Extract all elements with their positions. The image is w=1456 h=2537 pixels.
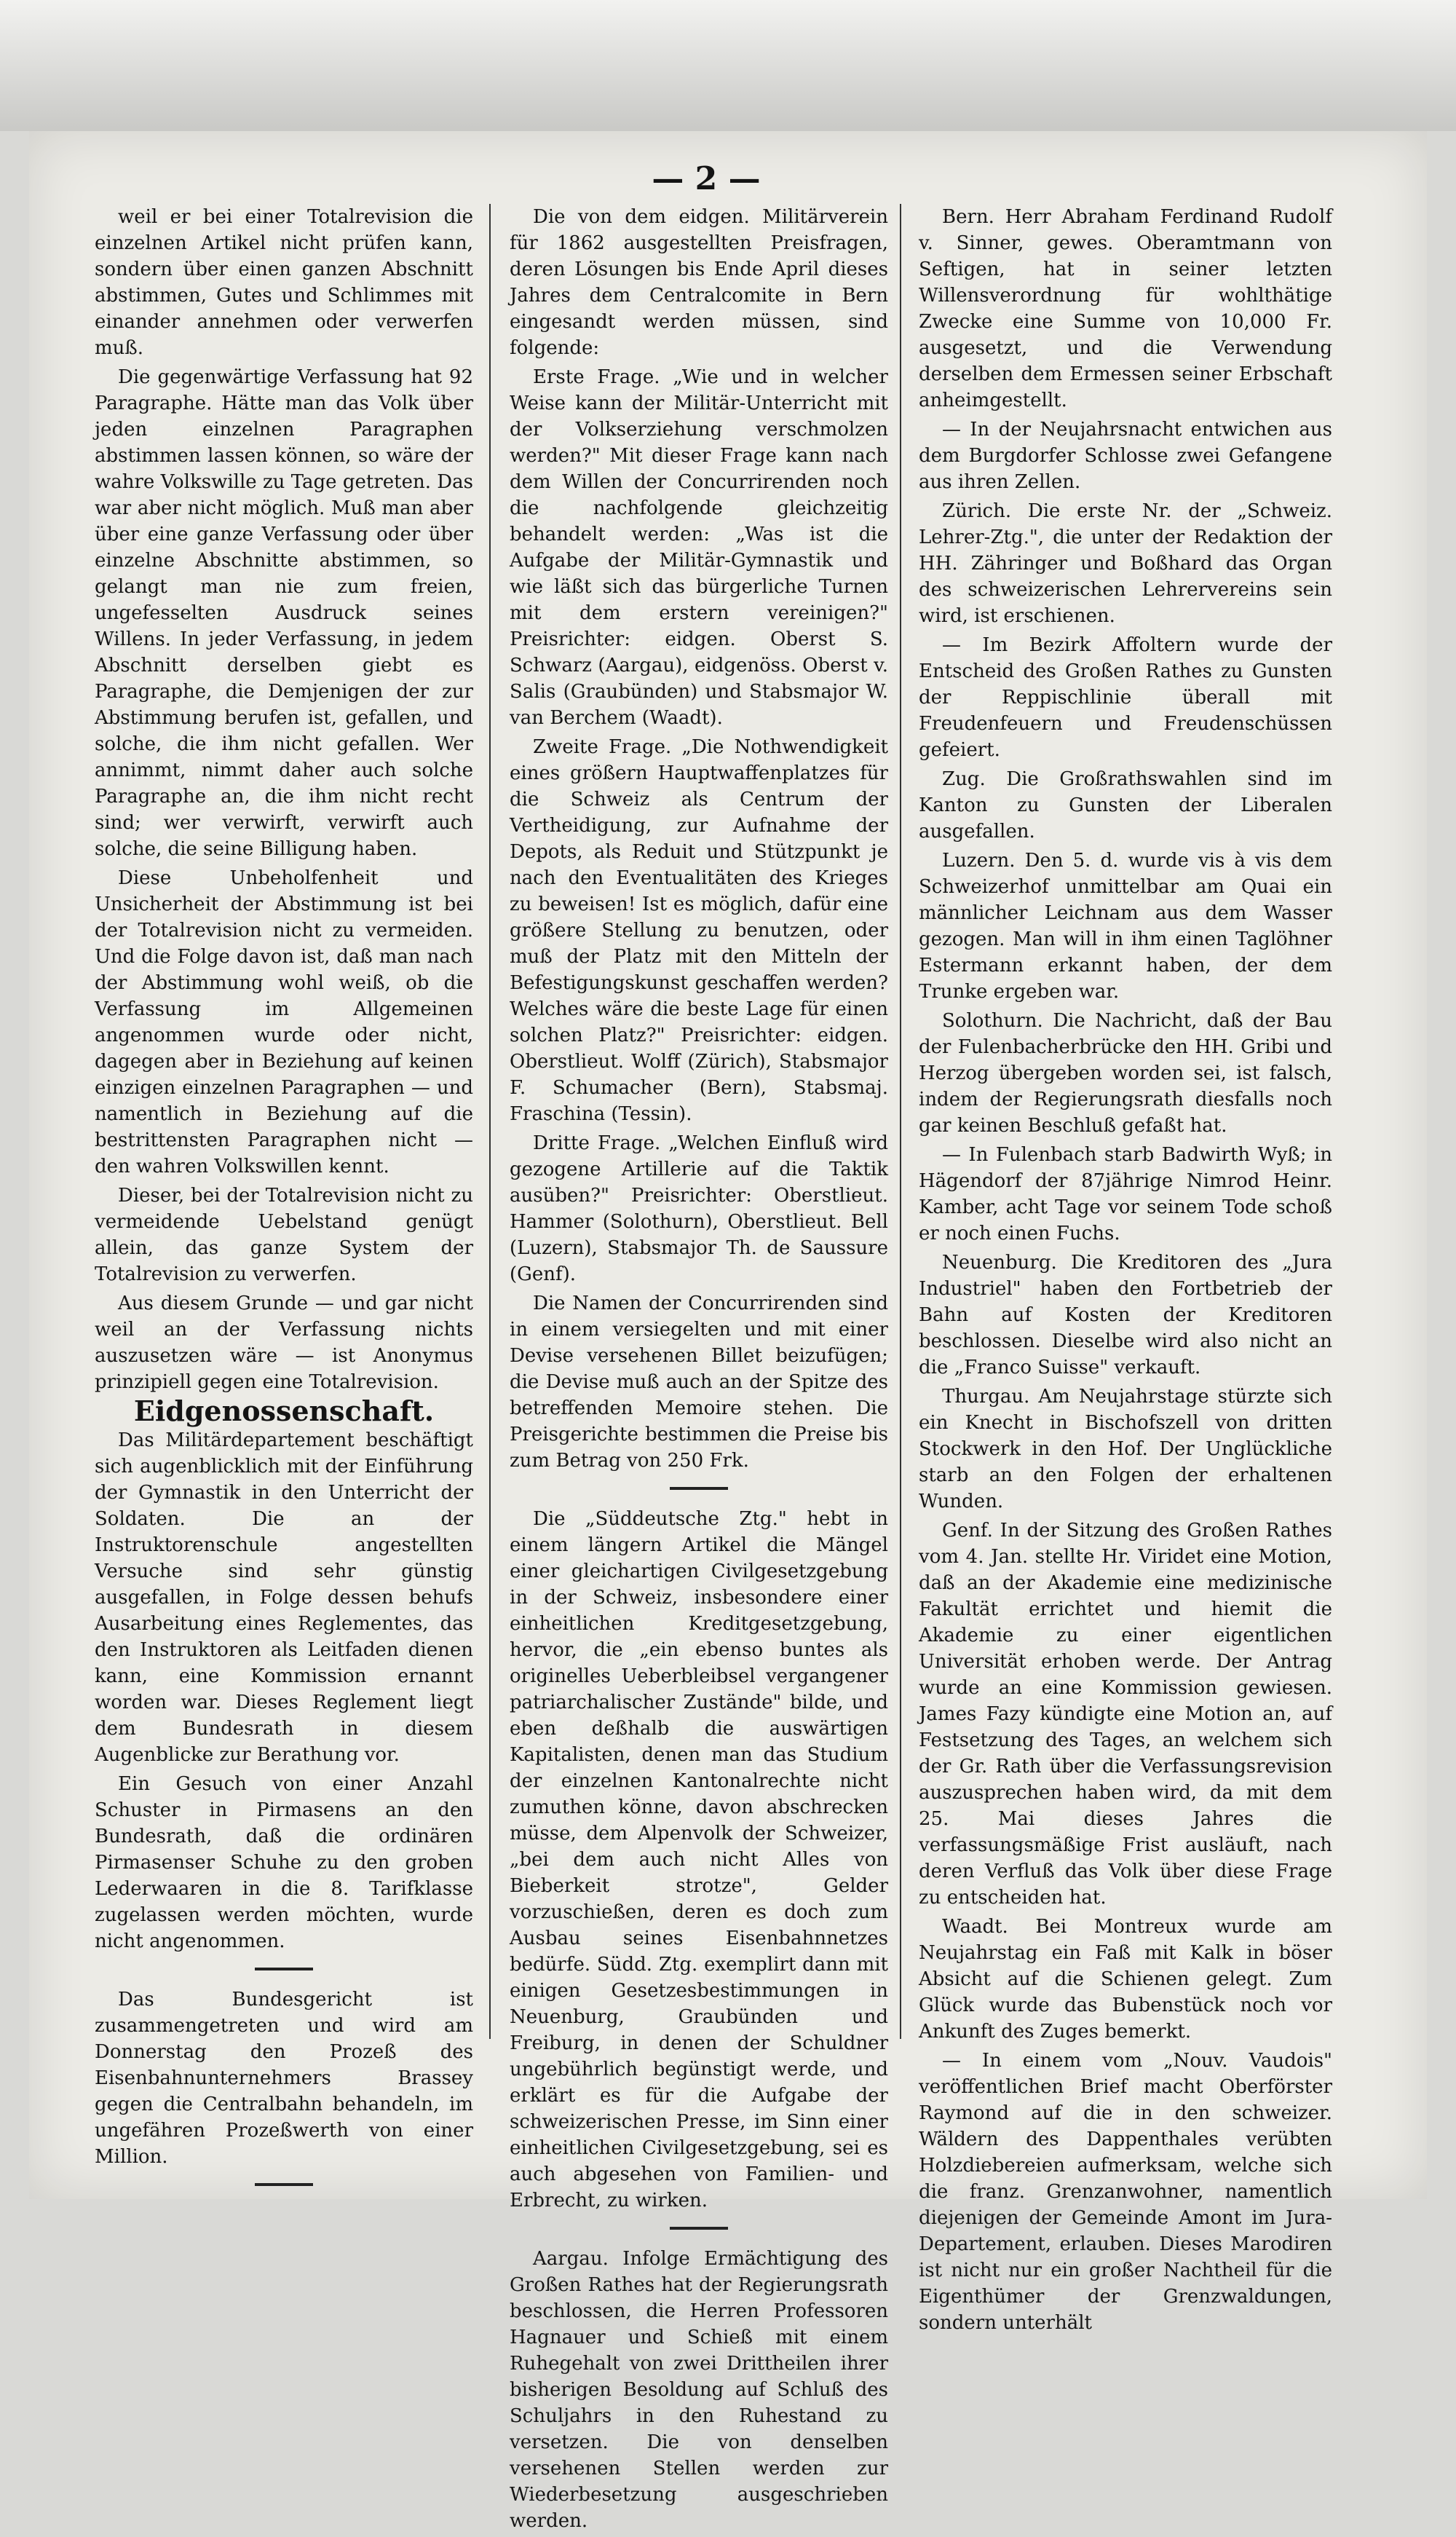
column-rule bbox=[489, 204, 491, 2039]
paragraph: Ein Gesuch von einer Anzahl Schuster in Pirmasens an den Bundesrath, daß die ordinären Pirmasenser Schuhe zu den groben Lederwaaren in die 8. Tarifklasse zugelassen werden möchten, wurde nicht angenommen. bbox=[95, 1773, 473, 1952]
paragraph: Genf. In der Sitzung des Großen Rathes vom 4. Jan. stellte Hr. Viridet eine Motion, daß an der Akademie eine medizinische Fakultät errichtet und hiemit die Akademie zu einer eigentlichen Universität erhoben werde. Der Antrag wurde an eine Kommission gewiesen. James Fazy kündigte eine Motion an, auf Festsetzung des Tages, an welchem sich der Gr. Rath über die Verfassungsrevision auszusprechen haben wird, da mit dem 25. Mai dieses Jahres die verfassungsmäßige Frist ausläuft, nach deren Verfluß das Volk über diese Frage zu entscheiden hat. bbox=[919, 1520, 1332, 1909]
column-3 bbox=[919, 204, 1332, 2339]
paragraph: — Im Bezirk Affoltern wurde der Entscheid des Großen Rathes zu Gunsten der Reppischlinie überall mit Freudenfeuern und Freudenschüssen gefeiert. bbox=[919, 634, 1332, 761]
separator bbox=[670, 1487, 728, 1490]
scan-top-strip bbox=[0, 0, 1456, 131]
paragraph: Zürich. Die erste Nr. der „Schweiz. Lehrer-Ztg.", die unter der Redaktion der HH. Zähringer und Boßhard das Organ des schweizerischen Lehrervereins sein wird, ist erschienen. bbox=[919, 500, 1332, 627]
paragraph: Zug. Die Großrathswahlen sind im Kanton zu Gunsten der Liberalen ausgefallen. bbox=[919, 768, 1332, 843]
paragraph: Zweite Frage. „Die Nothwendigkeit eines größern Hauptwaffenplatzes für die Schweiz als Centrum der Vertheidigung, zur Aufnahme der Depots, als Reduit und Stützpunkt je nach den Eventualitäten des Krieges zu beweisen! Ist es möglich, dafür eine größere Stellung zu benutzen, oder muß der Platz mit den Mitteln der Befestigungskunst geschaffen werden? Welches wäre die beste Lage für einen solchen Platz?" Preisrichter: eidgen. Oberstlieut. Wolff (Zürich), Stabsmajor F. Schumacher (Bern), Stabsmaj. Fraschina (Tessin). bbox=[510, 736, 888, 1125]
paragraph: — In Fulenbach starb Badwirth Wyß; in Hägendorf der 87jährige Nimrod Heinr. Kamber, acht Tage vor seinem Tode schoß er noch einen Fuchs. bbox=[919, 1144, 1332, 1244]
paragraph: Aargau. Infolge Ermächtigung des Großen Rathes hat der Regierungsrath beschlossen, die Herren Professoren Hagnauer und Schieß mit einem Ruhegehalt von zwei Drittheilen ihrer bisherigen Besoldung auf Schluß des Schuljahrs in den Ruhestand zu versetzen. Die von denselben versehenen Stellen werden zur Wiederbesetzung ausgeschrieben werden. bbox=[510, 2248, 888, 2532]
column-rule bbox=[900, 204, 901, 2039]
paragraph: Die gegenwärtige Verfassung hat 92 Paragraphe. Hätte man das Volk über jeden einzelnen Paragraphen abstimmen lassen können, so wäre der wahre Volkswille zu Tage getreten. Das war aber nicht möglich. Muß man aber über eine ganze Verfassung oder über einzelne Abschnitte abstimmen, so gelangt man nie zum freien, ungefesselten Ausdruck seines Willens. In jeder Verfassung, in jedem Abschnitt derselben giebt es Paragraphe, die Demjenigen der zur Abstimmung berufen ist, gefallen, und solche, die ihm nicht gefallen. Wer annimmt, nimmt daher auch solche Paragraphe an, die ihm nicht recht sind; wer verwirft, verwirft auch solche, die seine Billigung haben. bbox=[95, 366, 473, 860]
paragraph: Das Bundesgericht ist zusammengetreten und wird am Donnerstag den Prozeß des Eisenbahnunternehmers Brassey gegen die Centralbahn behandeln, im ungefähren Prozeßwerth von einer Million. bbox=[95, 1989, 473, 2168]
paragraph: — In einem vom „Nouv. Vaudois" veröffentlichen Brief macht Oberförster Raymond auf die in den schweizer. Wäldern des Dappenthales verübten Holzdiebereien aufmerksam, welche sich die franz. Grenzanwohner, namentlich diejenigen der Gemeinde Amont im Jura-Departement, erlauben. Dieses Marodiren ist nicht nur ein großer Nachtheil für die Eigenthümer der Grenzwaldungen, sondern unterhält bbox=[919, 2050, 1332, 2334]
paragraph: Neuenburg. Die Kreditoren des „Jura Industriel" haben den Fortbetrieb der Bahn auf Kosten der Kreditoren beschlossen. Dieselbe wird also nicht an die „Franco Suisse" verkauft. bbox=[919, 1252, 1332, 1378]
separator bbox=[255, 2183, 313, 2186]
paragraph: Diese Unbeholfenheit und Unsicherheit der Abstimmung ist bei der Totalrevision nicht zu vermeiden. Und die Folge davon ist, daß man nach der Abstimmung wohl weiß, ob die Verfassung im Allgemeinen angenommen wurde oder nicht, dagegen aber in Beziehung auf keinen einzigen einzelnen Paragraphen — und namentlich in Beziehung auf die bestrittensten Paragraphen nicht — den wahren Volkswillen kennt. bbox=[95, 867, 473, 1177]
page-number: — 2 — bbox=[652, 160, 761, 197]
paragraph: Dritte Frage. „Welchen Einfluß wird gezogene Artillerie auf die Taktik ausüben?" Preisrichter: Oberstlieut. Hammer (Solothurn), Oberstlieut. Bell (Luzern), Stabsmajor Th. de Saussure (Genf). bbox=[510, 1132, 888, 1285]
paragraph: Solothurn. Die Nachricht, daß der Bau der Fulenbacherbrücke den HH. Gribi und Herzog übergeben worden sei, ist falsch, indem der Regierungsrath diesfalls noch gar keinen Beschluß gefaßt hat. bbox=[919, 1010, 1332, 1137]
separator bbox=[670, 2227, 728, 2230]
paragraph: Aus diesem Grunde — und gar nicht weil an der Verfassung nichts auszusetzen wäre — ist Anonymus prinzipiell gegen eine Totalrevision. bbox=[95, 1293, 473, 1393]
paragraph: Erste Frage. „Wie und in welcher Weise kann der Militär-Unterricht mit der Volkserziehung verschmolzen werden?" Mit dieser Frage kann nach dem Willen der Concurrirenden noch die nachfolgende gleichzeitig behandelt werden: „Was ist die Aufgabe der Militär-Gymnastik und wie läßt sich das bürgerliche Turnen mit dem erstern vereinigen?" Preisrichter: eidgen. Oberst S. Schwarz (Aargau), eidgenöss. Oberst v. Salis (Graubünden) und Stabsmajor W. van Berchem (Waadt). bbox=[510, 366, 888, 729]
paragraph: Die „Süddeutsche Ztg." hebt in einem längern Artikel die Mängel einer gleichartigen Civilgesetzgebung in der Schweiz, insbesondere einer einheitlichen Kreditgesetzgebung, hervor, die „ein ebenso buntes als originelles Ueberbleibsel vergangener patriarchalischer Zustände" bilde, und eben deßhalb die auswärtigen Kapitalisten, denen man das Studium der einzelnen Kantonalrechte nicht zumuthen könne, davon abschrecken müsse, dem Alpenvolk der Schweizer, „bei dem auch nicht Alles von Bieberkeit strotze", Gelder vorzuschießen, deren es doch zum Ausbau seines Eisenbahnnetzes bedürfe. Südd. Ztg. exemplirt dann mit einigen Gesetzesbestimmungen in Neuenburg, Graubünden und Freiburg, in denen der Schuldner ungebührlich begünstigt werde, und erklärt es für die Aufgabe der schweizerischen Presse, im Sinn einer einheitlichen Civilgesetzgebung, sei es auch abgesehen von Familien- und Erbrecht, zu wirken. bbox=[510, 1508, 888, 2212]
paragraph: Die Namen der Concurrirenden sind in einem versiegelten und mit einer Devise versehenen Billet beizufügen; die Devise muß auch an der Spitze des betreffenden Memoire stehen. Die Preisgerichte bestimmen die Preise bis zum Betrag von 250 Frk. bbox=[510, 1293, 888, 1472]
column-2 bbox=[510, 204, 888, 2537]
paragraph: Die von dem eidgen. Militärverein für 1862 ausgestellten Preisfragen, deren Lösungen bis Ende April dieses Jahres dem Centralcomite in Bern eingesandt werden müssen, sind folgende: bbox=[510, 206, 888, 359]
paragraph: Das Militärdepartement beschäftigt sich augenblicklich mit der Einführung der Gymnastik in den Unterricht der Soldaten. Die an der Instruktorenschule angestellten Versuche sind sehr günstig ausgefallen, in Folge dessen behufs Ausarbeitung eines Reglementes, das den Instruktoren als Leitfaden dienen kann, eine Kommission ernannt worden war. Dieses Reglement liegt dem Bundesrath in diesem Augenblicke zur Berathung vor. bbox=[95, 1429, 473, 1766]
paragraph: weil er bei einer Totalrevision die einzelnen Artikel nicht prüfen kann, sondern über einen ganzen Abschnitt abstimmen, Gutes und Schlimmes mit einander annehmen oder verwerfen muß. bbox=[95, 206, 473, 359]
paragraph: Thurgau. Am Neujahrstage stürzte sich ein Knecht in Bischofszell von dritten Stockwerk in den Hof. Der Unglückliche starb an den Folgen der erhaltenen Wunden. bbox=[919, 1386, 1332, 1512]
paragraph: Bern. Herr Abraham Ferdinand Rudolf v. Sinner, gewes. Oberamtmann von Seftigen, hat in seiner letzten Willensverordnung für wohlthätige Zwecke eine Summe von 10,000 Fr. ausgesetzt, und die Verwendung derselben dem Ermessen seiner Erbschaft anheimgestellt. bbox=[919, 206, 1332, 411]
paragraph: Waadt. Bei Montreux wurde am Neujahrstag ein Faß mit Kalk in böser Absicht auf die Schienen gelegt. Zum Glück wurde das Bubenstück noch vor Ankunft des Zuges bemerkt. bbox=[919, 1916, 1332, 2043]
column-1 bbox=[95, 204, 473, 2202]
separator bbox=[255, 1968, 313, 1970]
section-heading: Eidgenossenschaft. bbox=[133, 1394, 435, 1427]
paragraph: Luzern. Den 5. d. wurde vis à vis dem Schweizerhof unmittelbar am Quai ein männlicher Leichnam aus dem Wasser gezogen. Man will in ihm einen Taglöhner Estermann erkannt haben, der dem Trunke ergeben war. bbox=[919, 850, 1332, 1003]
paragraph: — In der Neujahrsnacht entwichen aus dem Burgdorfer Schlosse zwei Gefangene aus ihren Zellen. bbox=[919, 419, 1332, 493]
paragraph: Dieser, bei der Totalrevision nicht zu vermeidende Uebelstand genügt allein, das ganze System der Totalrevision zu verwerfen. bbox=[95, 1185, 473, 1285]
